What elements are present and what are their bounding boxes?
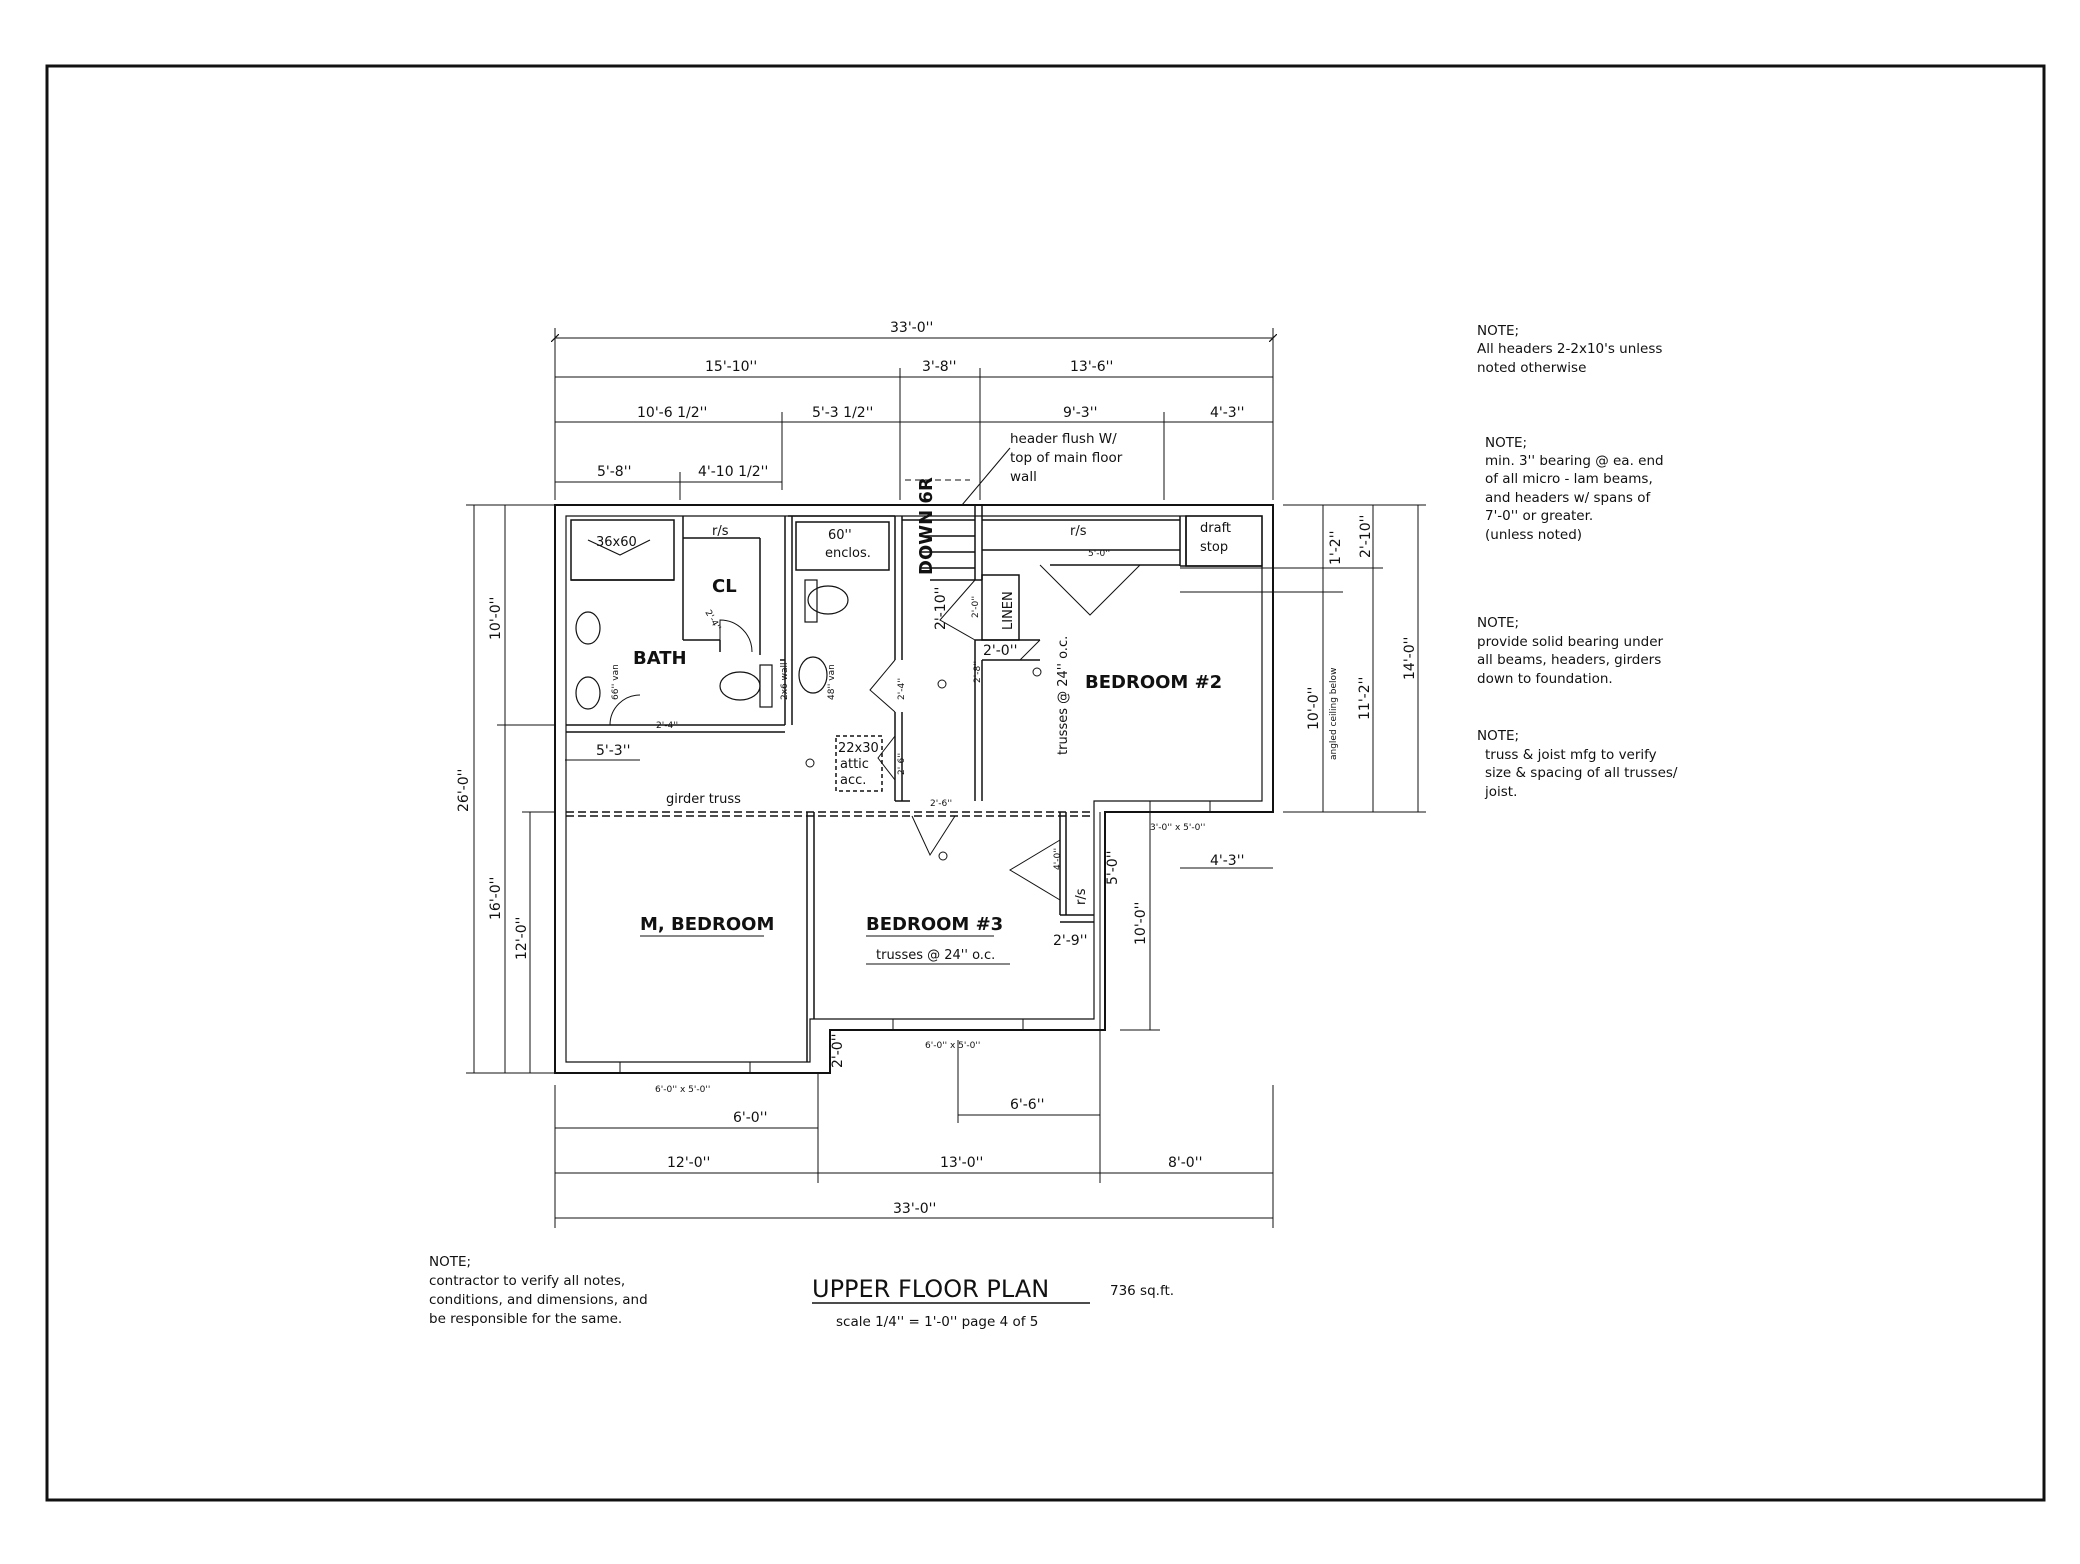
attic-access-label: [838, 741, 879, 788]
svg-text:all beams, headers, girders: all beams, headers, girders: [1477, 652, 1662, 668]
svg-text:joist.: joist.: [1485, 784, 1518, 800]
svg-text:All headers 2-2x10's unless: All headers 2-2x10's unless: [1477, 341, 1663, 357]
dim-right-b: 2'-10'': [1358, 514, 1374, 558]
dim-right-c: 14'-0'': [1402, 636, 1418, 680]
girder-truss-label: girder truss: [666, 792, 741, 807]
plan-scale: scale 1/4'' = 1'-0'' page 4 of 5: [836, 1314, 1039, 1330]
dim-bot-a: 12'-0'': [667, 1155, 711, 1171]
door-bath: 2'-4'': [656, 721, 679, 731]
svg-text:acc.: acc.: [840, 773, 867, 788]
window-master-size: 6'-0'' x 5'-0'': [655, 1085, 711, 1095]
svg-text:NOTE;: NOTE;: [1477, 323, 1520, 339]
window-bed2-size: 3'-0'' x 5'-0'': [1150, 823, 1206, 833]
stairs-label: DOWN 6R: [916, 477, 937, 575]
trusses-bed3: trusses @ 24'' o.c.: [876, 948, 996, 963]
interior-walls: [566, 505, 1262, 1062]
dim-bot-c: 8'-0'': [1168, 1155, 1203, 1171]
note-headers: [1477, 323, 1662, 376]
dim-bed3-closet-w: 2'-9'': [1053, 933, 1088, 949]
svg-text:22x30: 22x30: [838, 741, 879, 756]
svg-text:enclos.: enclos.: [825, 546, 871, 561]
dim-top-a: 15'-10'': [705, 359, 758, 375]
dim-top-e: 5'-3 1/2'': [812, 405, 874, 421]
dim-step: 2'-0'': [830, 1033, 846, 1068]
dim-linen: 2'-0'': [983, 643, 1018, 659]
svg-text:min. 3'' bearing @ ea. end: min. 3'' bearing @ ea. end: [1485, 453, 1664, 469]
door-bath2: 2'-4'': [897, 677, 907, 700]
rs-bed3: r/s: [1074, 888, 1089, 905]
dim-right-e: 10'-0'': [1306, 686, 1322, 730]
enclosure-label: [825, 528, 871, 561]
svg-text:be responsible for the same.: be responsible for the same.: [429, 1311, 623, 1327]
dim-top-total: 33'-0'': [890, 320, 934, 336]
svg-text:60'': 60'': [828, 528, 852, 543]
door-bed3: 2'-6'': [930, 799, 953, 809]
dim-bot-total: 33'-0'': [893, 1201, 937, 1217]
svg-text:wall: wall: [1010, 469, 1037, 485]
trusses-bed2: trusses @ 24'' o.c.: [1056, 635, 1071, 755]
dim-top-i: 4'-10 1/2'': [698, 464, 769, 480]
svg-text:truss & joist mfg to verify: truss & joist mfg to verify: [1485, 747, 1657, 763]
dim-left-b: 16'-0'': [488, 876, 504, 920]
draft-stop-label: [1200, 521, 1231, 555]
dimensions-bottom: [555, 812, 1273, 1228]
svg-text:and headers w/ spans of: and headers w/ spans of: [1485, 490, 1651, 506]
master-bedroom-label: M, BEDROOM: [640, 914, 775, 935]
linen-label: LINEN: [1001, 591, 1016, 630]
rs-bed2: r/s: [1070, 524, 1087, 539]
svg-text:of all micro - lam beams,: of all micro - lam beams,: [1485, 471, 1653, 487]
dim-bot-6b: 6'-6'': [1010, 1097, 1045, 1113]
dim-left-a: 10'-0'': [488, 596, 504, 640]
exterior-walls: [555, 505, 1273, 1073]
dim-bot-b: 13'-0'': [940, 1155, 984, 1171]
header-flush-note: [962, 431, 1123, 505]
dim-bath-width: 5'-3'': [596, 743, 631, 759]
dim-right-a: 1'-2'': [1328, 530, 1344, 565]
angled-ceiling-label: angled ceiling below: [1329, 667, 1339, 760]
dim-top-f: 9'-3'': [1063, 405, 1098, 421]
shower-label: 36x60: [596, 535, 637, 550]
vanity-48: 48'' van: [827, 664, 837, 700]
dim-bed3-closet: 5'-0'': [1105, 850, 1121, 885]
door-closet-bed3: 4'-0'': [1053, 847, 1063, 870]
svg-text:down to foundation.: down to foundation.: [1477, 671, 1613, 687]
door-attic: 2'-6'': [897, 752, 907, 775]
svg-text:(unless noted): (unless noted): [1485, 527, 1583, 543]
plan-area: 736 sq.ft.: [1110, 1283, 1175, 1299]
note-bearing: [1485, 435, 1664, 543]
window-bed3-size: 6'-0'' x 5'-0'': [925, 1041, 981, 1051]
dim-left-total: 26'-0'': [456, 768, 472, 812]
closet-label: CL: [712, 576, 737, 597]
svg-text:stop: stop: [1200, 540, 1229, 555]
door-bed2: 2'-8'': [973, 660, 983, 683]
bath-label: BATH: [633, 648, 687, 669]
note-solid-bearing: [1477, 615, 1663, 687]
bedroom3-label: BEDROOM #3: [866, 914, 1004, 935]
dim-top-d: 10'-6 1/2'': [637, 405, 708, 421]
svg-text:NOTE;: NOTE;: [1485, 435, 1528, 451]
dim-top-h: 5'-8'': [597, 464, 632, 480]
svg-text:attic: attic: [840, 757, 869, 772]
svg-text:size & spacing of all trusses/: size & spacing of all trusses/: [1485, 765, 1678, 781]
door-closet: 2'-4'': [702, 608, 723, 633]
svg-text:NOTE;: NOTE;: [1477, 615, 1520, 631]
dim-top-b: 3'-8'': [922, 359, 957, 375]
vanity-66: 66'' van: [611, 664, 621, 700]
svg-text:header flush W/: header flush W/: [1010, 431, 1117, 447]
dim-top-c: 13'-6'': [1070, 359, 1114, 375]
svg-text:conditions, and dimensions, an: conditions, and dimensions, and: [429, 1292, 648, 1308]
dim-left-c: 12'-0'': [514, 916, 530, 960]
svg-text:7'-0'' or greater.: 7'-0'' or greater.: [1485, 508, 1594, 524]
svg-text:NOTE;: NOTE;: [429, 1254, 472, 1270]
note-truss: [1477, 728, 1678, 800]
dim-bed3-right: 10'-0'': [1133, 901, 1149, 945]
door-linen: 2'-0'': [971, 595, 981, 618]
dim-stair: 2'-10'': [933, 586, 949, 630]
svg-text:draft: draft: [1200, 521, 1232, 536]
svg-text:noted otherwise: noted otherwise: [1477, 360, 1587, 376]
svg-text:top of main floor: top of main floor: [1010, 450, 1123, 466]
dim-top-g: 4'-3'': [1210, 405, 1245, 421]
plan-title: UPPER FLOOR PLAN: [812, 1275, 1050, 1303]
svg-text:NOTE;: NOTE;: [1477, 728, 1520, 744]
svg-text:contractor to verify all notes: contractor to verify all notes,: [429, 1273, 626, 1289]
dim-right-d: 11'-2'': [1357, 676, 1373, 720]
dim-bot-6a: 6'-0'': [733, 1110, 768, 1126]
dim-right-4-3: 4'-3'': [1210, 853, 1245, 869]
wall-2x6: 2x6 wall: [780, 662, 790, 700]
windows: [620, 801, 1210, 1073]
note-contractor: [429, 1254, 648, 1327]
shelf-size: 5'-0'': [1088, 549, 1111, 559]
svg-text:provide solid bearing under: provide solid bearing under: [1477, 634, 1664, 650]
bedroom2-label: BEDROOM #2: [1085, 672, 1223, 693]
title-block: [812, 1275, 1174, 1330]
dimensions-left: [466, 505, 640, 1073]
rs-bath: r/s: [712, 524, 729, 539]
